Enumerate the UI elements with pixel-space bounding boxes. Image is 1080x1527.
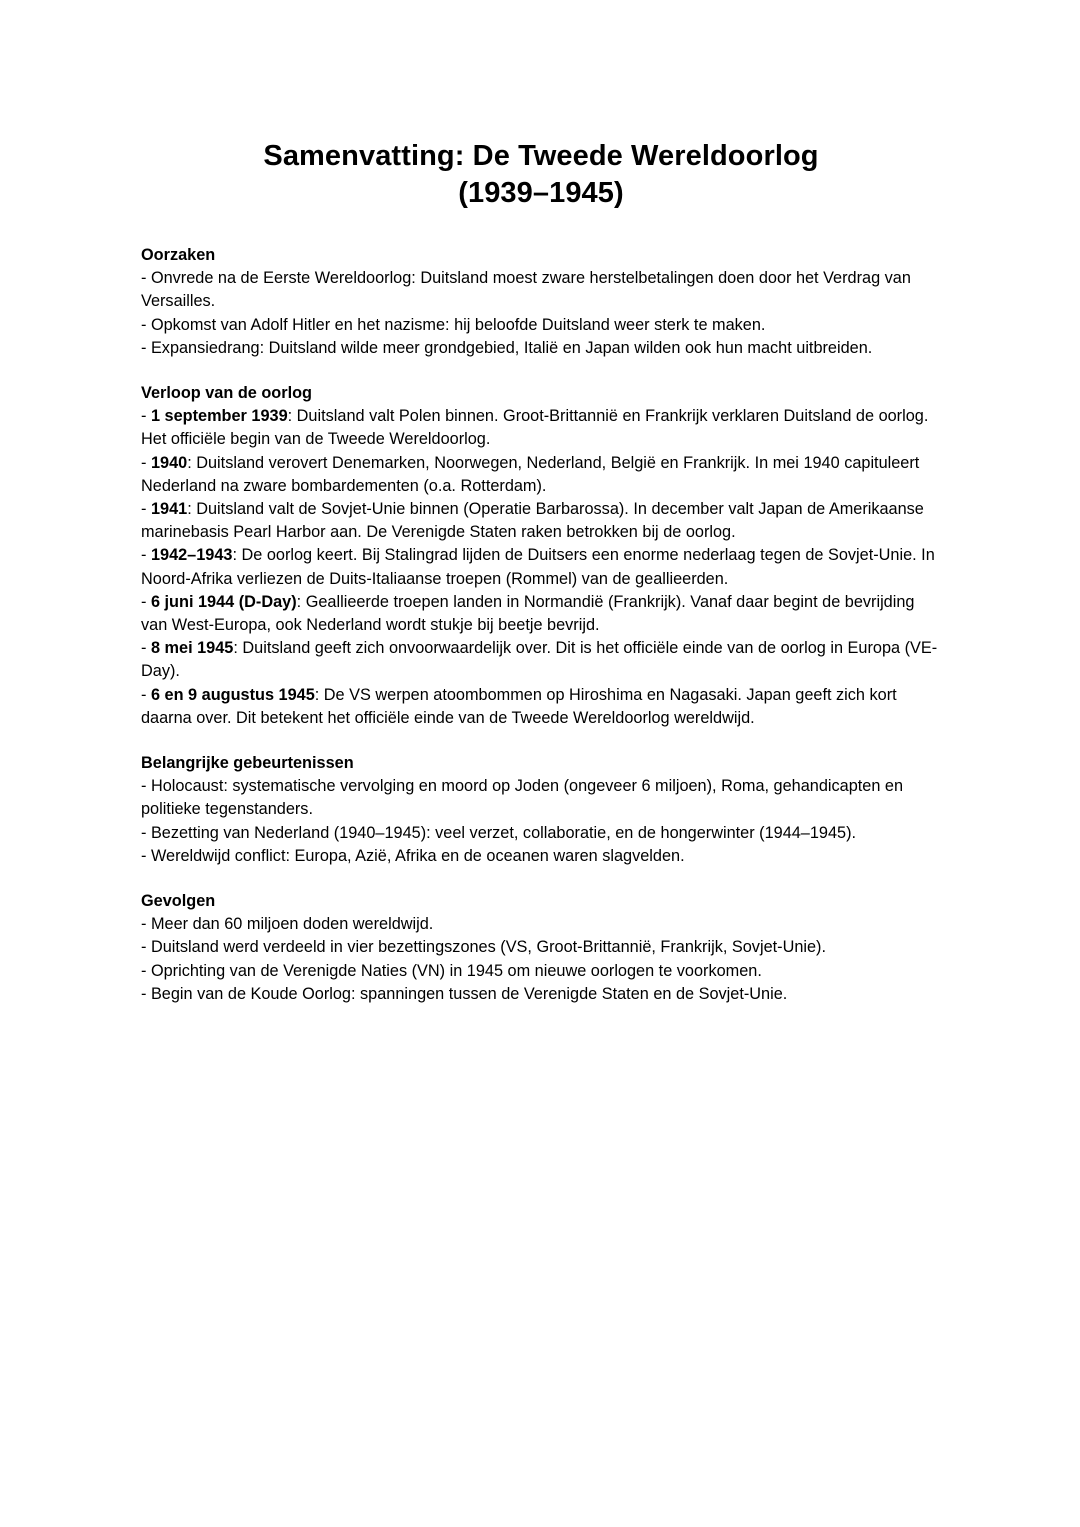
section [141,382,941,730]
bullet-item [141,267,941,313]
bullet-text: : Duitsland valt de Sovjet-Unie binnen (Operatie Barbarossa). In december valt Japan de Amerikaanse marinebasis Pearl Harbor aan. De Verenigde Staten raken betrokken bij de oorlog. [141,500,924,542]
bullet-marker: - [141,407,151,426]
section [141,244,941,360]
bullet-marker: - [141,546,151,565]
bullet-marker: - [141,500,151,519]
bullet-text: - Duitsland werd verdeeld in vier bezettingszones (VS, Groot-Brittannië, Frankrijk, Sovjet-Unie). [141,938,826,957]
bullet-text: - Onvrede na de Eerste Wereldoorlog: Duitsland moest zware herstelbetalingen doen door het Verdrag van Versailles. [141,269,911,311]
bullet-text: - Bezetting van Nederland (1940–1945): veel verzet, collaboratie, en de hongerwinter (1944–1945). [141,823,857,842]
bullet-bold-label: 8 mei 1945 [150,639,234,658]
sections-container [141,244,941,1006]
section-heading: Verloop van de oorlog [141,384,312,403]
page-title-line-2: (1939–1945) [458,177,624,209]
section [141,890,941,1006]
bullet-item [141,684,941,730]
section [141,752,941,868]
bullet-item [141,960,941,983]
document-body [141,138,941,1006]
bullet-marker: - [141,639,151,658]
bullet-item [141,822,941,845]
bullet-item [141,405,941,451]
page-title [141,138,941,212]
bullet-text: - Oprichting van de Verenigde Naties (VN) in 1945 om nieuwe oorlogen te voorkomen. [141,961,762,980]
bullet-item [141,913,941,936]
bullet-text: - Opkomst van Adolf Hitler en het nazisme: hij beloofde Duitsland weer sterk te maken. [141,315,766,334]
page-title-line-1: Samenvatting: De Tweede Wereldoorlog [263,140,819,172]
bullet-text: : Geallieerde troepen landen in Normandië (Frankrijk). Vanaf daar begint de bevrijding van West-Europa, ook Nederland wordt stukje bij beetje bevrijd. [141,592,915,635]
bullet-bold-label: 1 september 1939 [150,407,288,426]
section-heading: Oorzaken [141,246,216,264]
bullet-item [141,498,941,544]
bullet-marker: - [141,453,151,472]
bullet-text: - Meer dan 60 miljoen doden wereldwijd. [141,915,434,934]
bullet-text: - Holocaust: systematische vervolging en moord op Joden (ongeveer 6 miljoen), Roma, gehandicapten en politieke tegenstanders. [141,777,904,819]
bullet-item [141,637,941,683]
bullet-bold-label: 1942–1943 [150,546,233,565]
bullet-text: : Duitsland valt Polen binnen. Groot-Brittannië en Frankrijk verklaren Duitsland de oorlog. Het officiële begin van de Tweede Wereldoorlog. [141,407,929,449]
bullet-marker: - [141,685,151,704]
bullet-item [141,845,941,868]
bullet-text: : Duitsland geeft zich onvoorwaardelijk over. Dit is het officiële einde van de oorlog in Europa (VE-Day). [141,639,938,681]
bullet-bold-label: 1941 [150,500,188,519]
bullet-marker: - [141,592,151,611]
bullet-item [141,983,941,1006]
bullet-text: : Duitsland verovert Denemarken, Noorwegen, Nederland, België en Frankrijk. In mei 1940 capituleert Nederland na zware bombardementen (o.a. Rotterdam). [141,453,920,495]
section-heading: Belangrijke gebeurtenissen [141,754,354,773]
bullet-item [141,544,941,590]
bullet-text: : De oorlog keert. Bij Stalingrad lijden de Duitsers een enorme nederlaag tegen de Sovjet-Unie. In Noord-Afrika verliezen de Duits-Italiaanse troepen (Rommel) van de geallieerden. [141,546,935,588]
bullet-item [141,314,941,337]
bullet-item [141,591,941,637]
bullet-item [141,775,941,821]
bullet-text: - Wereldwijd conflict: Europa, Azië, Afrika en de oceanen waren slagvelden. [141,846,685,865]
bullet-text: : De VS werpen atoombommen op Hiroshima en Nagasaki. Japan geeft zich kort daarna over. Dit betekent het officiële einde van de Tweede Wereldoorlog wereldwijd. [141,685,897,727]
bullet-text: - Expansiedrang: Duitsland wilde meer grondgebied, Italië en Japan wilden ook hun macht uitbreiden. [141,338,873,357]
bullet-item [141,452,941,498]
bullet-bold-label: 6 juni 1944 (D-Day) [150,592,297,611]
bullet-item [141,936,941,959]
bullet-item [141,337,941,360]
bullet-text: - Begin van de Koude Oorlog: spanningen tussen de Verenigde Staten en de Sovjet-Unie. [141,984,788,1003]
bullet-bold-label: 1940 [150,453,188,472]
bullet-bold-label: 6 en 9 augustus 1945 [150,685,315,704]
section-heading: Gevolgen [141,892,216,911]
